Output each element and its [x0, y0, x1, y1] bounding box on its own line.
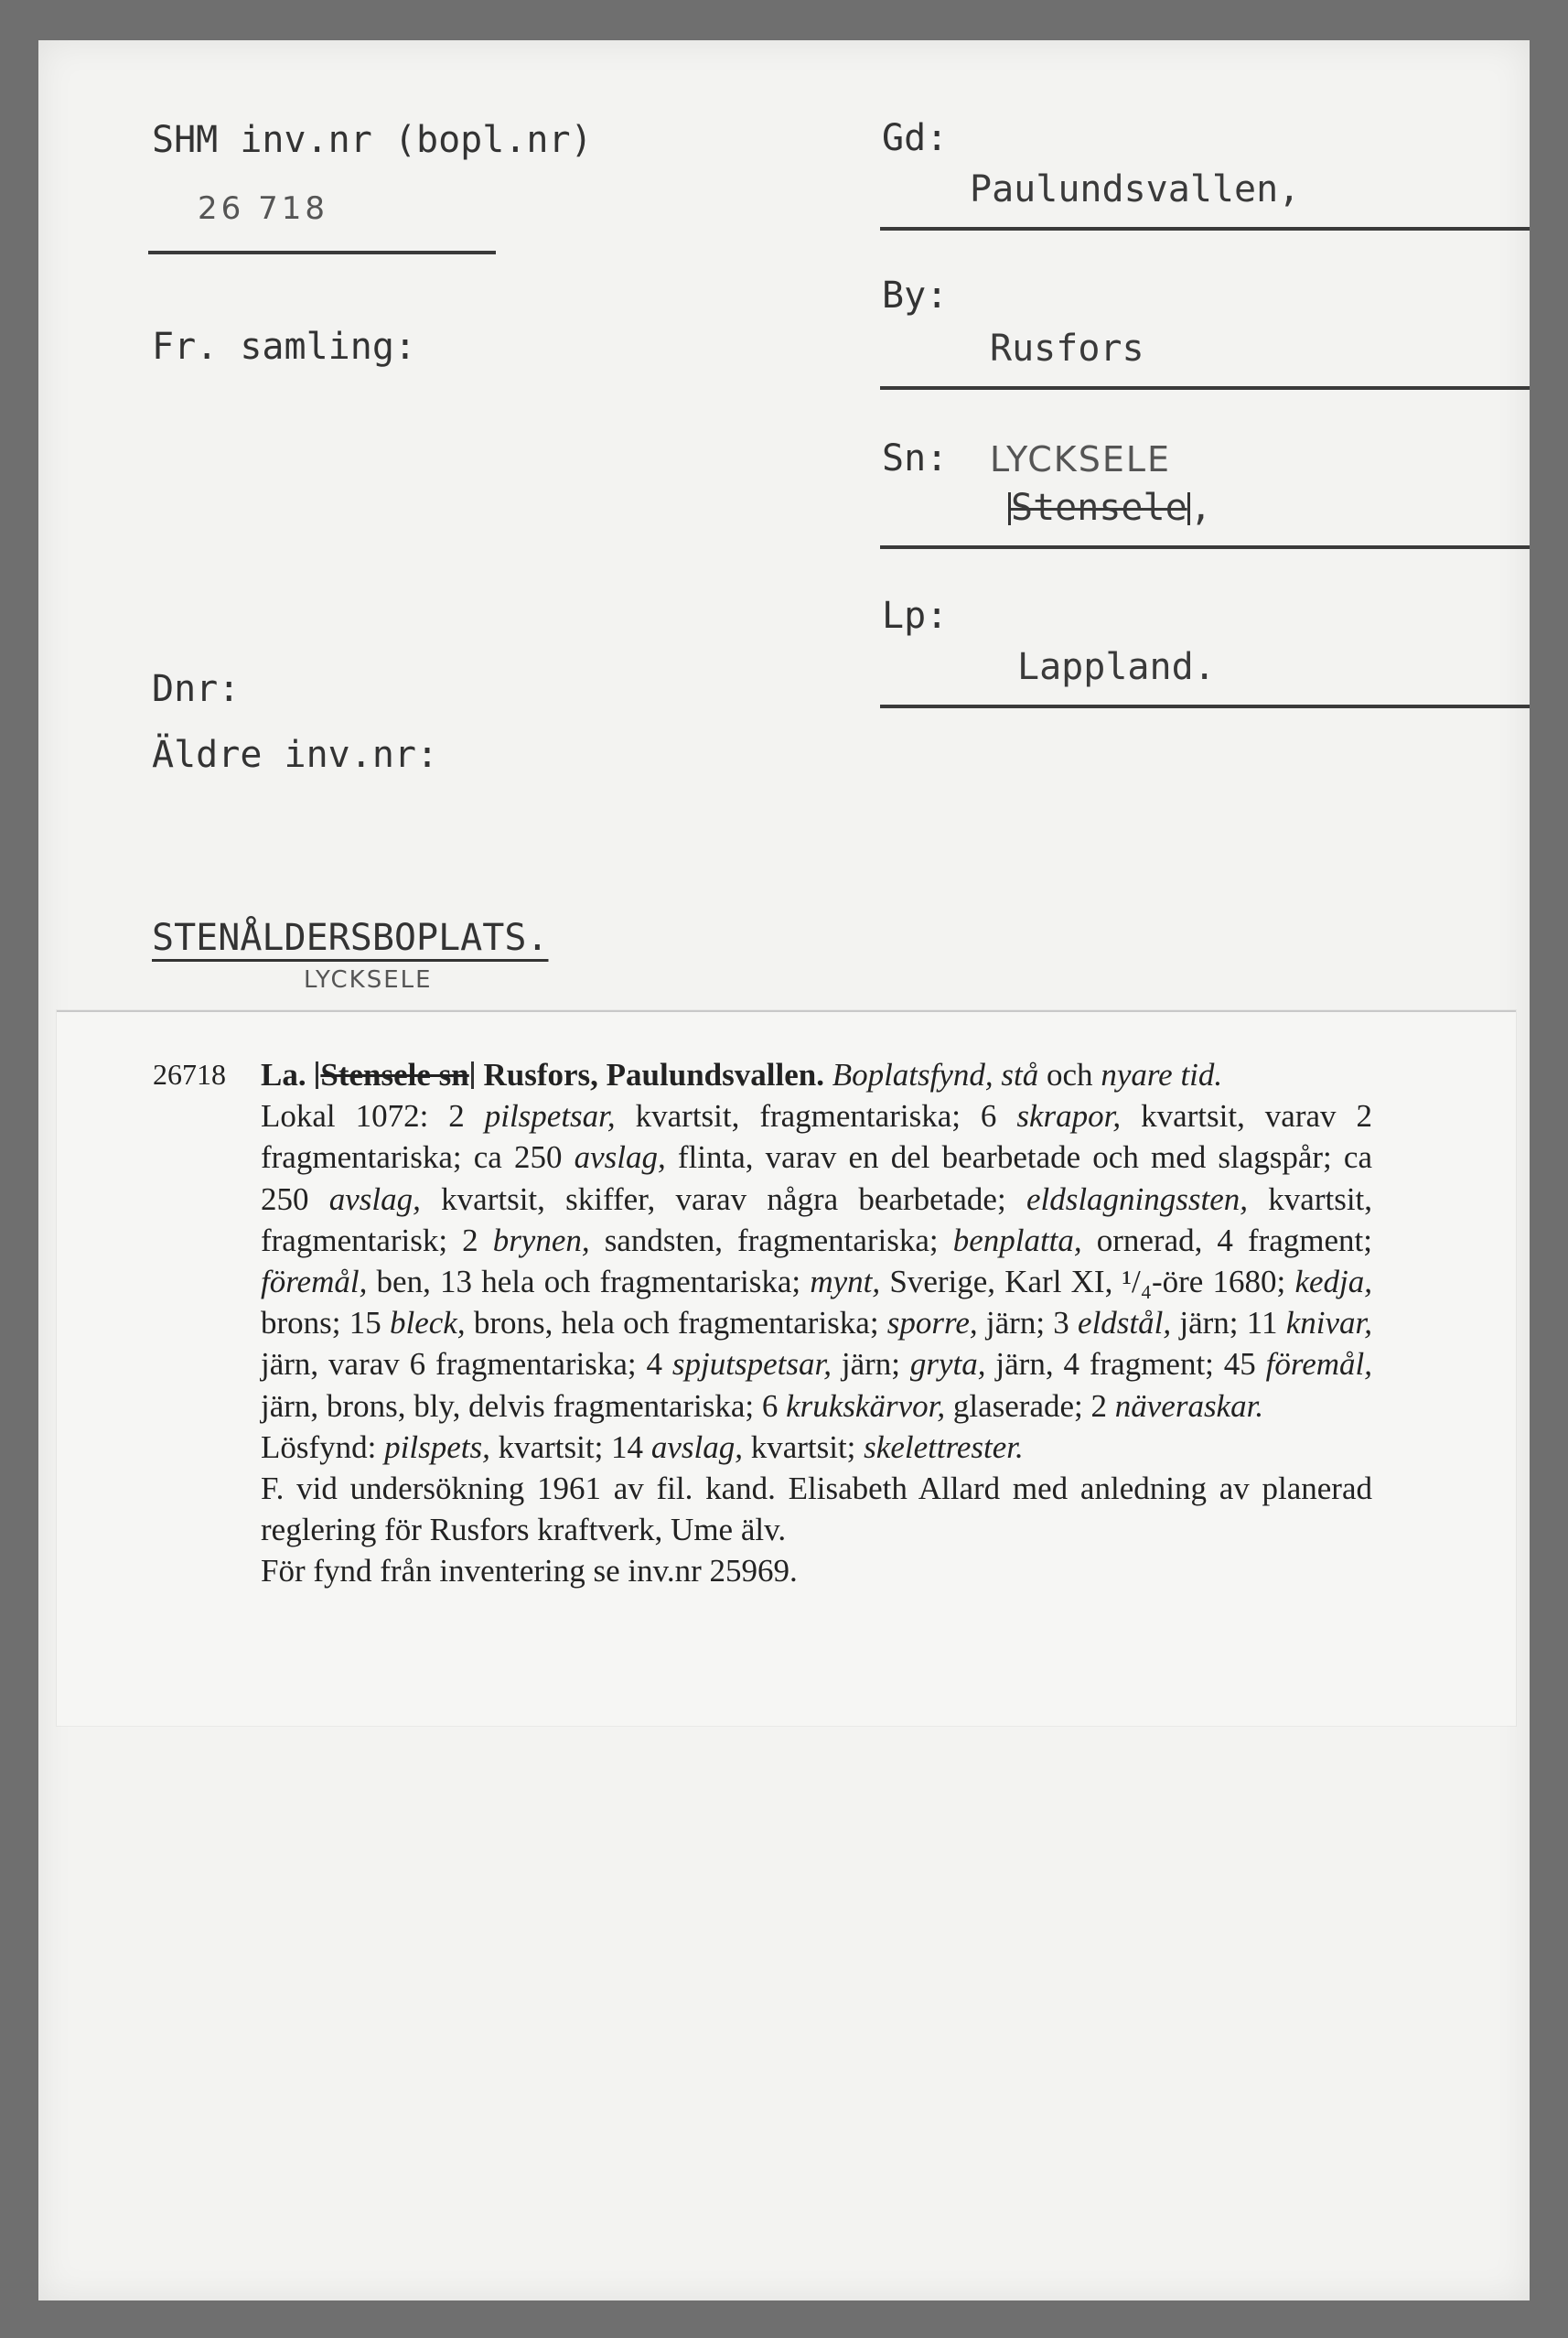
- catalog-entry: [57, 1010, 1516, 1726]
- entry-number: 26718: [153, 1058, 226, 1091]
- dnr-label: Dnr:: [152, 668, 241, 710]
- fr-samling-label: Fr. samling:: [152, 326, 416, 368]
- lp-label: Lp:: [882, 595, 949, 637]
- entry-text-run: kvartsit, fragmentariska; 6: [615, 1098, 1017, 1135]
- entry-losfynd-paragraph: [261, 1427, 1372, 1468]
- sn-rule: [880, 545, 1530, 549]
- entry-text-run: Lösfynd:: [261, 1428, 385, 1465]
- catalog-card: [38, 40, 1530, 2300]
- entry-text-run: flinta, varav en del bearbetade och med slagspår; ca 250: [261, 1139, 1372, 1217]
- entry-object-term: skelettrester.: [864, 1428, 1024, 1465]
- gd-rule: [880, 227, 1530, 231]
- entry-object-term: skrapor,: [1016, 1098, 1122, 1135]
- entry-text-run: järn;: [831, 1346, 910, 1383]
- entry-text-run: järn, 4 fragment; 45: [985, 1346, 1266, 1383]
- sn-value: [1008, 487, 1212, 529]
- entry-text-run: kvartsit;: [742, 1428, 865, 1465]
- sn-struck: Stensele: [1011, 487, 1187, 529]
- entry-text-run: kvartsit; 14: [489, 1428, 651, 1465]
- entry-object-term: föremål,: [1265, 1346, 1372, 1383]
- aldre-inv-nr-label: Äldre inv.nr:: [152, 734, 439, 776]
- heading-handwritten: LYCKSELE: [304, 966, 433, 994]
- entry-lokal-paragraph: [261, 1095, 1372, 1427]
- sn-label: Sn:: [882, 437, 949, 479]
- entry-text-run: brons, hela och fragmentariska;: [465, 1305, 887, 1341]
- entry-och: och: [1047, 1057, 1093, 1093]
- entry-place: Rusfors, Paulundsvallen.: [483, 1057, 824, 1093]
- by-rule: [880, 386, 1530, 390]
- entry-object-term: gryta,: [909, 1346, 986, 1383]
- sn-comma: ,: [1189, 487, 1212, 529]
- entry-struck-parish: Stensele sn: [320, 1057, 469, 1093]
- entry-object-term: pilspets,: [384, 1428, 490, 1465]
- entry-object-term: näveraskar.: [1114, 1387, 1264, 1424]
- entry-text-run: järn, brons, bly, delvis fragmentariska; 6: [261, 1387, 787, 1424]
- entry-object-term: sporre,: [886, 1305, 978, 1341]
- entry-object-term: spjutspetsar,: [671, 1346, 832, 1383]
- entry-object-term: brynen,: [492, 1222, 590, 1258]
- entry-object-term: eldslagningssten,: [1026, 1180, 1249, 1217]
- entry-object-term: kedja,: [1294, 1264, 1373, 1300]
- entry-object-term: bleck,: [390, 1305, 466, 1341]
- lp-value: Lappland.: [1017, 646, 1216, 688]
- entry-text-run: järn; 3: [977, 1305, 1079, 1341]
- entry-text-run: kvartsit, varav 2 fragmentariska; ca 250: [261, 1098, 1372, 1176]
- entry-text-run: ornerad, 4 fragment;: [1081, 1222, 1373, 1258]
- entry-object-term: pilspetsar,: [484, 1098, 616, 1135]
- entry-text-run: kvartsit, fragmentarisk; 2: [261, 1180, 1373, 1258]
- entry-header-line: [261, 1054, 1372, 1095]
- inv-nr-value: 26 718: [198, 190, 328, 227]
- entry-text-run: järn, varav 6 fragmentariska; 4: [261, 1346, 672, 1383]
- entry-object-term: krukskärvor,: [786, 1387, 946, 1424]
- entry-text-run: sandsten, fragmentariska;: [589, 1222, 953, 1258]
- site-type-heading: STENÅLDERSBOPLATS.: [152, 917, 549, 959]
- entry-investigation: F. vid undersökning 1961 av fil. kand. Elisabeth Allard med anledning av planerad reglering för Rusfors kraftverk, Ume älv.: [261, 1471, 1372, 1548]
- sn-handwritten: LYCKSELE: [990, 439, 1172, 479]
- entry-text-run: kvartsit, skiffer, varav några bearbetade;: [420, 1180, 1026, 1217]
- entry-object-term: mynt,: [810, 1264, 881, 1300]
- entry-object-term: eldstål,: [1078, 1305, 1172, 1341]
- entry-object-term: avslag,: [328, 1180, 421, 1217]
- gd-value: Paulundsvallen,: [970, 168, 1301, 210]
- inv-nr-label: SHM inv.nr (bopl.nr): [152, 119, 593, 161]
- entry-object-term: knivar,: [1285, 1305, 1373, 1341]
- entry-object-term: avslag,: [650, 1428, 743, 1465]
- entry-text-run: ben, 13 hela och fragmentariska;: [367, 1264, 811, 1300]
- lp-rule: [880, 705, 1530, 708]
- entry-reference: För fynd från inventering se inv.nr 25969.: [261, 1553, 798, 1589]
- entry-object-term: föremål,: [261, 1264, 368, 1300]
- entry-province: La.: [261, 1057, 306, 1093]
- entry-text-run: Sverige, Karl XI, ¹/₄-öre 1680;: [880, 1264, 1295, 1300]
- entry-text-run: brons; 15: [261, 1305, 390, 1341]
- inv-nr-rule: [148, 251, 496, 254]
- by-value: Rusfors: [990, 328, 1144, 370]
- entry-text-run: Lokal 1072: 2: [261, 1098, 485, 1135]
- entry-text-run: järn; 11: [1171, 1305, 1286, 1341]
- gd-label: Gd:: [882, 117, 949, 159]
- entry-object-term: avslag,: [574, 1139, 666, 1176]
- entry-period: nyare tid.: [1101, 1057, 1223, 1093]
- entry-body: [261, 1054, 1372, 1592]
- entry-text-run: glaserade; 2: [945, 1387, 1115, 1424]
- entry-type: Boplatsfynd, stå: [832, 1057, 1039, 1093]
- by-label: By:: [882, 275, 949, 317]
- entry-object-term: benplatta,: [952, 1222, 1082, 1258]
